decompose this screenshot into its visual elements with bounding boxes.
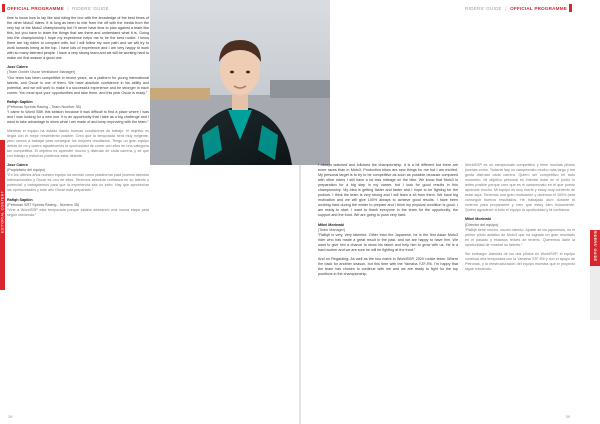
- left-text-column: [7, 16, 149, 222]
- rider-interview-paragraph: I always watched and followed the championship. It is a bit different but there are more races than in Moto3. Production bikes are new things for me but I am excited. My personal target is to try to be competitive as soon as possible because compared with other riders I still have a lot less mileage on the bike. We know that Moto3 is preparation for a big step in my career, but I look for good results in this championship. My idea is getting faster and faster and I hope to be fighting for the podium. I think the team is very strong and I will learn a lot from them. We have big motivation and we will give 100% always to achieve good results. I have been working hard during the winter to prepare and I think my physical condition is good. I am ready to start. I want to thank everyone in the team for the opportunity, the support and the trust. We are going to push very hard.: [318, 163, 458, 218]
- header-separator: |: [505, 6, 507, 11]
- quote-text: “Rafiqh is very, very talented. Other than the Japanese, he is the first Asian Moto3 rider who has made a great result in the past, and we are happy to have him. We want to give him a chance to show his talent and help him to grow with us. He is a hard worker and we are sure he will be fighting at the front.”: [318, 232, 458, 252]
- quote-text: “Vine a WorldSSP esta temporada porque estaba deseando una nueva etapa para seguir creciendo.”: [7, 207, 149, 217]
- riders-guide-side-tab: [590, 230, 600, 320]
- editorial-side-tab-label: EDITORIAL CONTENT: [0, 190, 5, 234]
- page-number-right: 39: [565, 414, 570, 419]
- left-page-header: [7, 6, 109, 11]
- quote-text: “I came to World SBK this season because it was difficult to find a place where I was and I was looking for a new one. It is an opportunity that I take as a big challenge and I want to take advantage to show what I am made of and keep improving with the team.”: [7, 109, 149, 124]
- quote-name: Jose Calero: [7, 163, 28, 168]
- header-separator: |: [67, 6, 69, 11]
- quote-name: Rafiqh Sapikin: [7, 197, 33, 202]
- quote-text: “En los últimos años nuestro equipo ha servido como plataforma para jóvenes talentos internacionales y Oscar es uno de ellos. Tenemos absoluta confianza en su talento y potencial, y trabajaremos para que la experiencia sea un éxito. Hay que aprovechar las oportunidades y este año Oscar está preparado.”: [7, 173, 149, 193]
- quote-role: (Petronas Sprinta Racing - Team Number 35): [7, 104, 81, 109]
- programme-logo-mark: [2, 4, 5, 12]
- quote-role: (Petronas SRT Sprinta Racing - Número 35): [7, 202, 80, 207]
- right-text-column-english: [318, 163, 458, 281]
- riders-guide-side-tab-label: RIDERS' GUIDE: [593, 230, 597, 262]
- programme-logo-mark: [569, 4, 572, 12]
- quote-name: Mikel Morlewki: [465, 217, 492, 222]
- closing-paragraph-es: Sin embargo: Además de los dos pilotos en WorldSSP, el equipo continúa otra temporada con la Yamaha YZF-R6 y con el apoyo de Petronas, y la reestructuración del equipo muestra que el proyecto sigue creciendo.: [465, 251, 575, 271]
- right-page-header: [465, 6, 567, 11]
- quote-text: “Our team has been competitive in recent years, as a platform for young international talents, and Oscar is one of them. We have absolute confidence in his ability and potential, and we will work to make it a successful experience and be stronger in each corner. You must spot your opportunities and take them, and this year Oscar is ready.”: [7, 75, 149, 95]
- header-programme: OFFICIAL PROGRAMME: [7, 6, 64, 11]
- quote-role: (Director del equipo): [465, 222, 499, 227]
- quote-text: “Rafiqh tiene mucho, mucho talento. Aparte de los japoneses, es el primer piloto asiático de Moto3 que ha logrado un gran resultado en el pasado y estamos felices de tenerlo. Queremos darle la oportunidad de mostrar su talento.”: [465, 227, 575, 247]
- quote-role: (Team Manager): [318, 227, 346, 232]
- header-section: RIDERS' GUIDE: [465, 6, 502, 11]
- header-section: RIDERS' GUIDE: [72, 6, 109, 11]
- editorial-side-tab: [0, 140, 5, 290]
- rider-interview-paragraph-es: WorldSSP es un campeonato competitivo y tiene muchas pilotos jóvenes como. Todavía hay un campeonato mucho más largo y me gusta disfrutar cada carrera. Quiero ser competitivo en todo momento. Mi objetivo personal es intentar estar en el podio lo antes posible porque creo que es el campeonato en el que puedo aprender mucho. Mi equipo es muy fuerte y estoy muy contento de estar aquí. Tenemos una gran motivación y daremos el 100% para conseguir buenos resultados. He trabajado duro durante el invierno para prepararme y creo que estoy bien físicamente. Quiero agradecer a todo el equipo la oportunidad y la confianza.: [465, 163, 575, 213]
- quote-name: Rafiqh Sapikin: [7, 99, 33, 104]
- closing-paragraph: And on Regarding: As well as the two riders in WorldSSP, 2020 rookie team. Where the back for another season, but this time with the Yamaha YZF-R6. I’m happy that the team has chosen to continue with me and we are ready to fight for the top positions in the championship.: [318, 256, 458, 276]
- page-number-left: 38: [8, 414, 13, 419]
- spanish-paragraph: Mientras el equipo ha estado dando buenas condiciones de trabajo, el objetivo es llegar con el mejor rendimiento posible. Creo que la temporada será muy exigente, pero vamos a trabajar para conseguir los mejores resultados. Tengo un gran equipo detrás de mí y quiero agradecerles la oportunidad de correr con ellos en una categoría tan competitiva. El objetivo es aprender mucho y disfrutar de cada carrera, y sé que con trabajo y esfuerzo podemos estar delante.: [7, 128, 149, 159]
- quote-name: Mikel Morlewki: [318, 222, 345, 227]
- right-text-column-spanish: [465, 163, 575, 276]
- intro-paragraph: time to know how to lay like and riding the box with the knowledge of the best times of the other Moto2 riders. It is long as been to ride from the off with the media from the very top of the Moto2 championship but I’ll never have time to plan against a team like this, but you have to learn the things that are there and understand what it is. Going into the championship I hope my experience helps me to be the best rookie. I know there are big riders to compare with, but I will follow my own path and we will try to work towards being at the top. I have lots of experience and I am very happy to work with so many talented people. I have a very strong team and we will be working hard to make our first season a good one.: [7, 16, 149, 61]
- quote-role: (Team Owner Oscar Ventilatore Manager): [7, 70, 76, 75]
- header-programme: OFFICIAL PROGRAMME: [510, 6, 567, 11]
- quote-role: (Propietario del equipo): [7, 168, 46, 173]
- quote-name: Jose Calero: [7, 65, 28, 70]
